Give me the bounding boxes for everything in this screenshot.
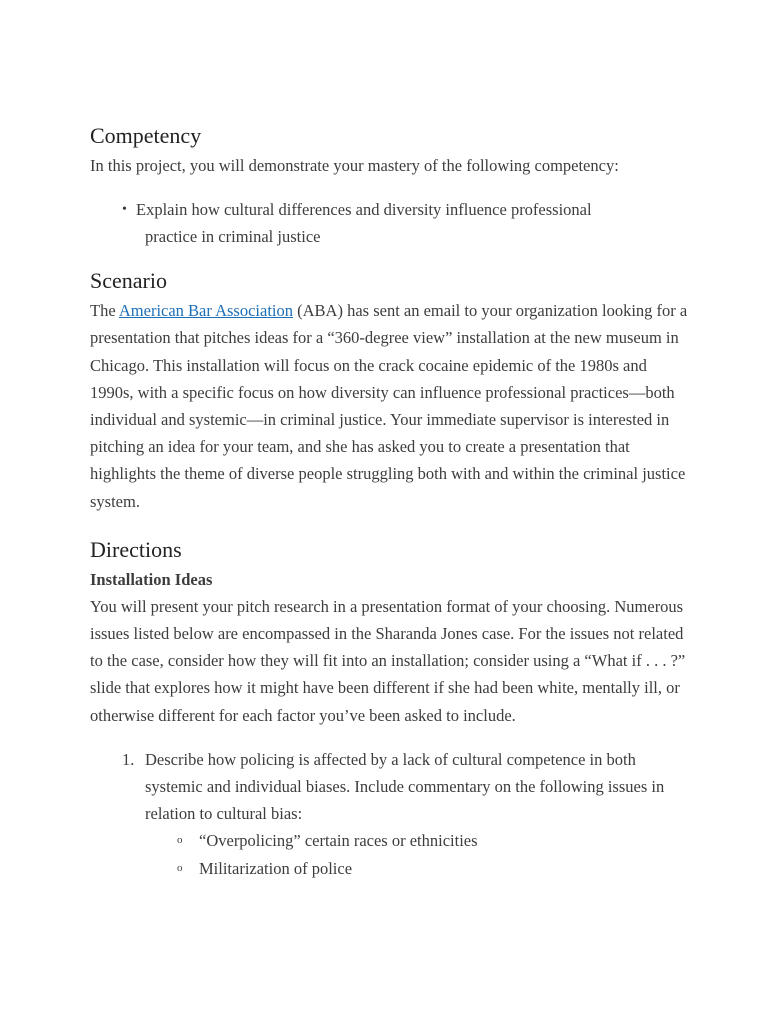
bullet-icon: • [122,202,127,218]
item-text: Describe how policing is affected by a lack of cultural competence in both systemic and individual biases. Include commentary on the following issues in relation to cultural bias: [145,749,665,824]
competency-item-line1: Explain how cultural differences and diversity influence professional [136,200,592,220]
competency-intro: In this project, you will demonstrate your mastery of the following competency: [90,156,619,175]
sub-list [177,827,690,881]
sub-item-text: “Overpolicing” certain races or ethnicities [199,831,478,851]
scenario-heading: Scenario [90,268,167,294]
sub-item-text: Militarization of police [199,858,353,878]
competency-list-item [122,196,690,250]
directions-paragraph: You will present your pitch research in a presentation format of your choosing. Numerous issues listed below are encompassed in the Sharanda Jones case. For the issues not related to the case, consider how they will fit into an installation; consider using a “What if . . . ?” slide that explores how it might have been different if she had been white, mentally ill, or otherwise different for each factor you’ve been asked to include. [90,596,686,725]
sub-list-item [177,827,690,854]
directions-heading: Directions [90,536,182,562]
scenario-body: (ABA) has sent an email to your organization looking for a presentation that pitches ideas for a “360-degree view” installation at the new museum in Chicago. This installation will focus on the crack cocaine epidemic of the 1980s and 1990s, with a specific focus on how diversity can influence professional practices—both individual and systemic—in criminal justice. Your immediate supervisor is interested in pitching an idea for your team, and she has asked you to create a presentation that highlights the theme of diverse people struggling both with and within the criminal justice system. [90,301,688,511]
directions-numbered-list [122,746,690,882]
aba-link[interactable]: American Bar Association [118,301,293,321]
numbered-list-item [122,746,690,882]
competency-section [90,120,690,250]
circle-bullet-icon: o [177,861,183,874]
directions-section [90,534,690,882]
scenario-lead: The [90,301,119,321]
sub-list-item [177,855,690,882]
competency-list [122,196,690,250]
document-page [90,120,690,882]
competency-item-line2: practice in criminal justice [145,227,321,247]
scenario-section [90,265,690,515]
scenario-paragraph [90,297,690,515]
circle-bullet-icon: o [177,834,183,847]
item-number: 1. [122,749,135,769]
competency-heading: Competency [90,123,202,148]
installation-ideas-subheading: Installation Ideas [90,569,213,589]
